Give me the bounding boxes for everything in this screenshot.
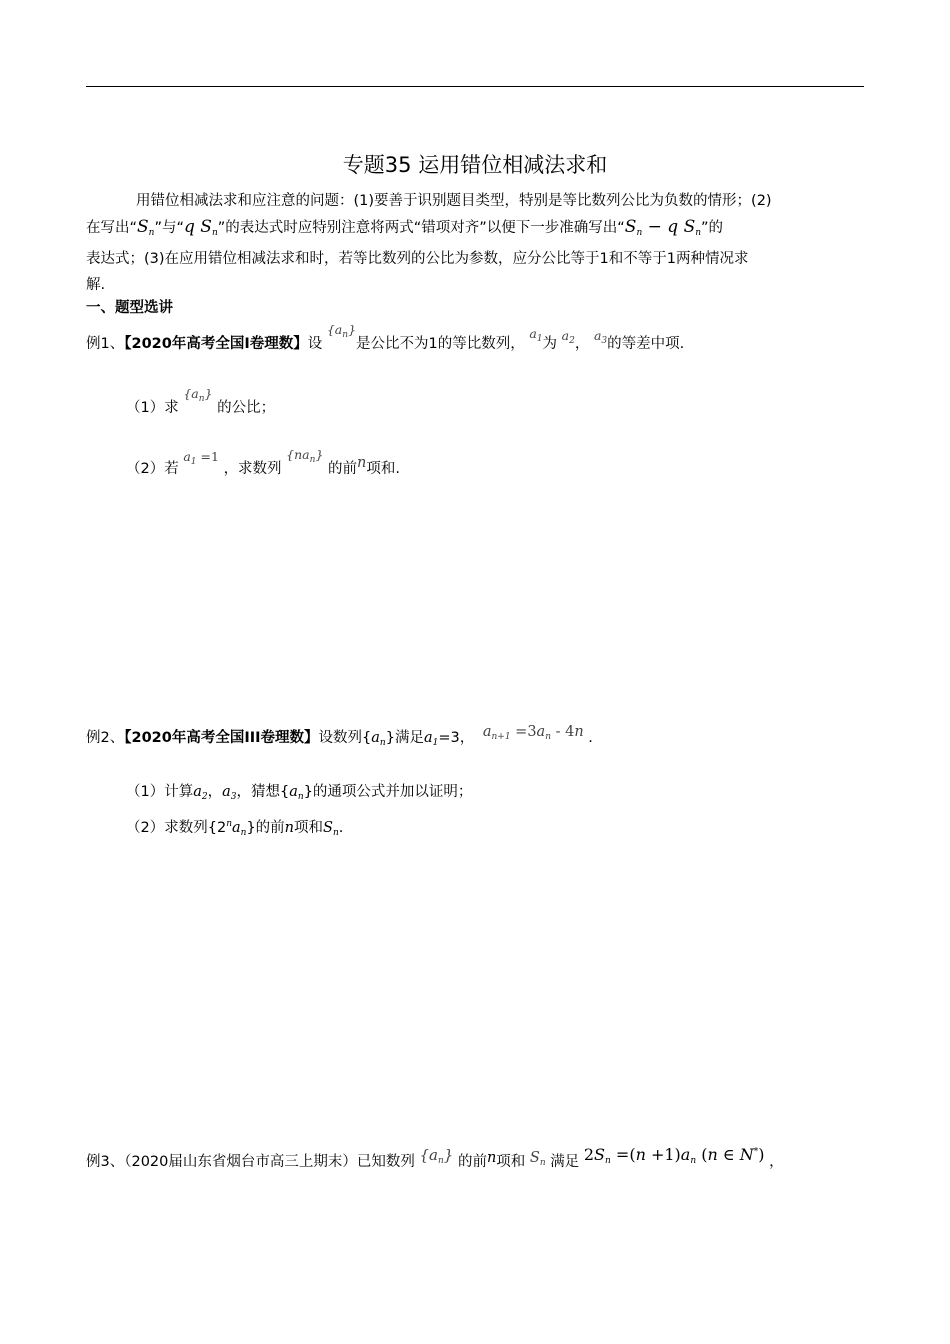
page-title: 专题35 运用错位相减法求和 bbox=[342, 153, 608, 177]
example-1-question-2: （2）若 $a_1 =1$ ，求数列 $\{na_n\}$ 的前n项和. bbox=[126, 447, 400, 477]
example-2-question-1: （1）计算$a_2$，$a_3$，猜想$\{a_n\}$的通项公式并加以证明； bbox=[126, 784, 473, 802]
example-1-question-1: （1）求 $\{a_n\}$ 的公比； bbox=[126, 386, 276, 416]
example-2-stem: 例2、【2020年高考全国III卷理数】设数列$\{a_n\}$满足$a_1=3$， $a_{n+1} =3a_n - 4n$ . bbox=[86, 724, 593, 748]
example-3-stem: 例3、（2020届山东省烟台市高三上期末）已知数列 $\{a_n\}$ 的前n项和 $S_n$ 满足 $2S_n =(n +1)a_n$ (n ∈ N*) ， bbox=[86, 1145, 784, 1170]
header-rule bbox=[86, 86, 864, 87]
intro-paragraph bbox=[86, 188, 864, 298]
example-1-stem: 例1、【2020年高考全国Ⅰ卷理数】设 $\{a_n\}$是公比不为1的等比数列， $a_1$为 $a_2$， $a_3$的等差中项. bbox=[86, 322, 685, 352]
intro-line-2: 在写出“$S_n$”与“q $S_n$”的表达式时应特别注意将两式“错项对齐”以便下一步准确写出“$S_n - q$ $S_n$”的 bbox=[86, 217, 724, 238]
intro-line-4: 解. bbox=[86, 277, 106, 293]
intro-line-3: 表达式；(3)在应用错位相减法求和时，若等比数列的公比为参数，应分公比等于1和不等于1两种情况求 bbox=[86, 251, 749, 267]
example-2-question-2: （2）求数列$\{2^na_n\}$的前n项和$S_n$. bbox=[126, 819, 344, 838]
intro-line-1: 用错位相减法求和应注意的问题：(1)要善于识别题目类型，特别是等比数列公比为负数的情形；(2) bbox=[136, 193, 772, 209]
section-heading: 一、题型选讲 bbox=[86, 300, 173, 316]
